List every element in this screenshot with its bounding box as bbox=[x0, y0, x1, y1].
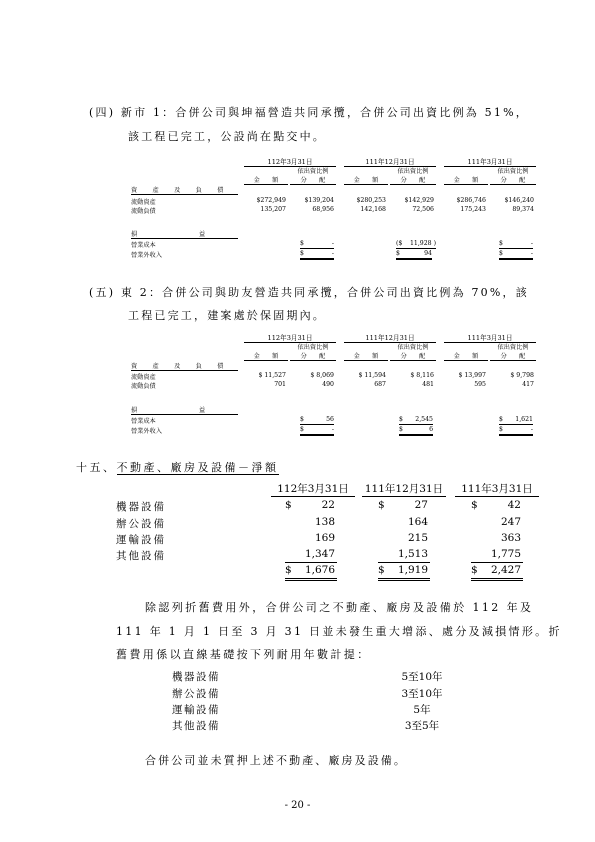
cell: 595 bbox=[474, 381, 486, 388]
row-label: 流動資產 bbox=[131, 199, 156, 206]
sub-share-top: 依出資比例 bbox=[297, 168, 329, 175]
row-label: 流動資產 bbox=[131, 374, 156, 381]
cell: $ 11,594 bbox=[358, 372, 386, 379]
row-label: 機器設備 bbox=[116, 501, 166, 513]
sec5-paragraph-line1: (五) 東 2：合併公司與助友營造共同承攬，合併公司出資比例為 70%，該 bbox=[89, 286, 529, 299]
life-years: 3至5年 bbox=[404, 720, 440, 732]
sub-share-bottom: 分 配 bbox=[290, 351, 336, 361]
sec15-heading-prefix: 十五、 bbox=[76, 461, 117, 474]
double-underline bbox=[378, 578, 430, 581]
cell: - bbox=[331, 250, 334, 257]
sub-share-bottom: 分 配 bbox=[390, 351, 436, 361]
col-date-1: 112年3月31日 bbox=[244, 156, 336, 167]
sec4-paragraph-line2: 該工程已完工，公設尚在點交中。 bbox=[128, 130, 326, 143]
sec15-heading bbox=[76, 459, 279, 475]
cell: $ bbox=[300, 426, 304, 433]
sec15-heading-title: 不動產、廠房及設備－淨額 bbox=[116, 461, 279, 474]
cell: 27 bbox=[414, 499, 428, 511]
underline bbox=[471, 562, 523, 563]
sub-amount: 金 額 bbox=[444, 175, 488, 185]
total-cell: 1,676 bbox=[304, 564, 335, 576]
col-date-1: 112年3月31日 bbox=[271, 481, 355, 497]
cell: $ bbox=[399, 426, 403, 433]
double-underline bbox=[285, 578, 337, 581]
life-years: 5年 bbox=[413, 704, 431, 716]
col-date-2: 111年12月31日 bbox=[362, 481, 446, 497]
cell: 68,956 bbox=[312, 206, 334, 213]
cell: 175,243 bbox=[460, 206, 486, 213]
col-date-1: 112年3月31日 bbox=[244, 332, 336, 343]
col-date-2: 111年12月31日 bbox=[344, 156, 436, 167]
row-label: 運輸設備 bbox=[116, 534, 166, 546]
row-label: 流動負債 bbox=[131, 208, 156, 215]
double-underline bbox=[499, 434, 533, 436]
double-underline bbox=[396, 258, 432, 260]
cell: 1,347 bbox=[304, 548, 335, 560]
row-label: 營業成本 bbox=[131, 242, 156, 249]
cell: 417 bbox=[522, 381, 534, 388]
cell: $146,240 bbox=[504, 197, 534, 204]
sub-amount: 金 額 bbox=[444, 351, 488, 361]
cell: $ bbox=[300, 250, 304, 257]
cell: 135,207 bbox=[260, 206, 286, 213]
dollar-sign: $ bbox=[471, 564, 478, 576]
page-number: - 20 - bbox=[284, 800, 311, 811]
cell: $ bbox=[300, 240, 304, 247]
cell: - bbox=[530, 240, 533, 247]
underline bbox=[396, 248, 436, 249]
cell: 164 bbox=[407, 516, 428, 528]
dollar-sign: $ bbox=[285, 499, 292, 511]
sub-amount: 金 額 bbox=[244, 351, 288, 361]
sub-share-top: 依出資比例 bbox=[397, 344, 429, 351]
cell: $ 13,997 bbox=[458, 372, 486, 379]
sub-share-top: 依出資比例 bbox=[497, 168, 529, 175]
cell: 72,506 bbox=[412, 206, 434, 213]
sub-share-top: 依出資比例 bbox=[497, 344, 529, 351]
double-underline bbox=[471, 578, 523, 581]
cell: 56 bbox=[326, 416, 334, 423]
life-label: 其他設備 bbox=[172, 720, 220, 732]
cell: $ 8,116 bbox=[410, 372, 434, 379]
cell: 701 bbox=[274, 381, 286, 388]
cell: $272,949 bbox=[256, 197, 286, 204]
row-label: 其他設備 bbox=[116, 550, 166, 562]
total-cell: 2,427 bbox=[490, 564, 521, 576]
sec4-paragraph-line1: (四) 新市 1：合併公司與坤福營造共同承攬，合併公司出資比例為 51%， bbox=[89, 106, 529, 119]
col-date-3: 111年3月31日 bbox=[444, 332, 536, 343]
row-head-pl: 損 益 bbox=[131, 405, 238, 415]
row-label: 營業外收入 bbox=[131, 252, 162, 259]
cell: $ bbox=[396, 250, 400, 257]
sub-amount: 金 額 bbox=[344, 351, 388, 361]
life-years: 5至10年 bbox=[401, 671, 443, 683]
col-date-3: 111年3月31日 bbox=[455, 481, 539, 497]
cell: $139,204 bbox=[304, 197, 334, 204]
life-label: 機器設備 bbox=[172, 671, 220, 683]
life-label: 辦公設備 bbox=[172, 688, 220, 700]
double-underline bbox=[300, 434, 334, 436]
final-note: 合併公司並未質押上述不動產、廠房及設備。 bbox=[145, 754, 407, 767]
row-head-assets: 資 產 及 負 債 bbox=[131, 361, 238, 371]
sub-share-bottom: 分 配 bbox=[390, 175, 436, 185]
sub-share-bottom: 分 配 bbox=[490, 175, 536, 185]
cell: - bbox=[331, 426, 334, 433]
underline bbox=[378, 562, 430, 563]
sub-amount: 金 額 bbox=[344, 175, 388, 185]
cell: - bbox=[331, 240, 334, 247]
underline bbox=[285, 562, 337, 563]
life-years: 3至10年 bbox=[401, 688, 443, 700]
cell: $ 9,798 bbox=[510, 372, 534, 379]
cell: 169 bbox=[314, 532, 335, 544]
underline bbox=[300, 424, 334, 425]
double-underline bbox=[300, 258, 334, 260]
cell: $ 11,527 bbox=[258, 372, 286, 379]
double-underline bbox=[499, 258, 533, 260]
sub-share-top: 依出資比例 bbox=[397, 168, 429, 175]
row-label: 營業外收入 bbox=[131, 428, 162, 435]
dollar-sign: $ bbox=[285, 564, 292, 576]
col-date-2: 111年12月31日 bbox=[344, 332, 436, 343]
cell: - bbox=[530, 250, 533, 257]
col-date-3: 111年3月31日 bbox=[444, 156, 536, 167]
row-head-assets: 資 產 及 負 債 bbox=[131, 185, 238, 195]
underline bbox=[300, 248, 334, 249]
cell: 142,168 bbox=[360, 206, 386, 213]
cell: 22 bbox=[321, 499, 335, 511]
cell: ($ bbox=[396, 240, 403, 247]
sec5-paragraph-line2: 工程已完工，建案處於保固期內。 bbox=[128, 309, 326, 322]
life-label: 運輸設備 bbox=[172, 704, 220, 716]
row-label: 辦公設備 bbox=[116, 518, 166, 530]
cell: 1,621 bbox=[515, 416, 533, 423]
cell: $ bbox=[499, 426, 503, 433]
sub-share-bottom: 分 配 bbox=[290, 175, 336, 185]
cell: 11,928 ) bbox=[409, 240, 436, 247]
cell: 138 bbox=[314, 516, 335, 528]
cell: $ bbox=[499, 250, 503, 257]
cell: $286,746 bbox=[456, 197, 486, 204]
cell: 687 bbox=[374, 381, 386, 388]
cell: 363 bbox=[500, 532, 521, 544]
cell: 215 bbox=[407, 532, 428, 544]
cell: $ bbox=[399, 416, 403, 423]
cell: $ bbox=[499, 416, 503, 423]
cell: 94 bbox=[424, 250, 432, 257]
cell: 247 bbox=[500, 516, 521, 528]
cell: 42 bbox=[507, 499, 521, 511]
cell: $280,253 bbox=[356, 197, 386, 204]
row-head-pl: 損 益 bbox=[131, 229, 238, 239]
cell: 1,513 bbox=[397, 548, 428, 560]
row-label: 營業成本 bbox=[131, 418, 156, 425]
underline bbox=[499, 424, 533, 425]
dollar-sign: $ bbox=[378, 564, 385, 576]
cell: 1,775 bbox=[490, 548, 521, 560]
cell: $ 8,069 bbox=[310, 372, 334, 379]
cell: 89,374 bbox=[512, 206, 534, 213]
double-underline bbox=[399, 434, 433, 436]
cell: 2,545 bbox=[415, 416, 433, 423]
ppe-note-line3: 舊費用係以直線基礎按下列耐用年數計提： bbox=[116, 648, 371, 661]
cell: $ bbox=[300, 416, 304, 423]
sub-share-bottom: 分 配 bbox=[490, 351, 536, 361]
underline bbox=[399, 424, 433, 425]
dollar-sign: $ bbox=[378, 499, 385, 511]
dollar-sign: $ bbox=[471, 499, 478, 511]
row-label: 流動負債 bbox=[131, 383, 156, 390]
cell: 6 bbox=[429, 426, 433, 433]
cell: - bbox=[530, 426, 533, 433]
sub-amount: 金 額 bbox=[244, 175, 288, 185]
cell: $ bbox=[499, 240, 503, 247]
ppe-note-line2: 111 年 1 月 1 日至 3 月 31 日並未發生重大增添、處分及減損情形。折 bbox=[116, 625, 562, 638]
cell: 490 bbox=[322, 381, 334, 388]
cell: 481 bbox=[422, 381, 434, 388]
total-cell: 1,919 bbox=[397, 564, 428, 576]
ppe-note-line1: 除認列折舊費用外，合併公司之不動產、廠房及設備於 112 年及 bbox=[145, 601, 534, 614]
cell: $142,929 bbox=[404, 197, 434, 204]
sub-share-top: 依出資比例 bbox=[297, 344, 329, 351]
underline bbox=[499, 248, 533, 249]
